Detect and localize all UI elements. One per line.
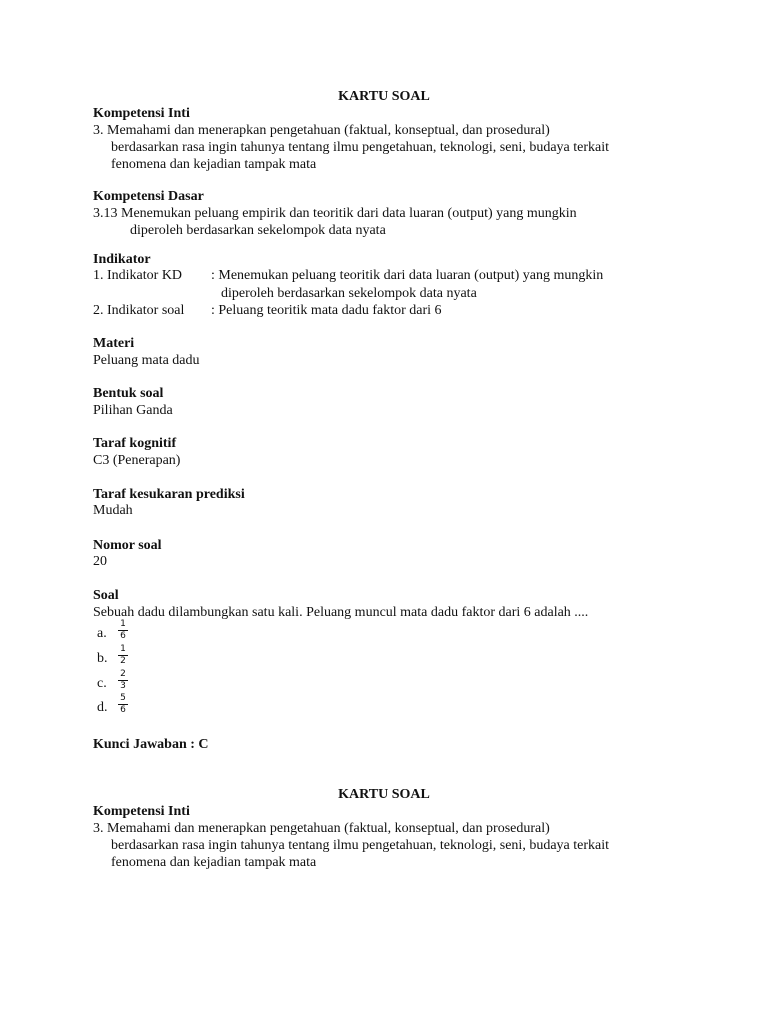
option-fraction-d	[117, 694, 129, 715]
ki-line: 3. Memahami dan menerapkan pengetahuan (faktual, konseptual, dan prosedural)	[93, 821, 550, 836]
nomor-value: 20	[93, 554, 107, 569]
nomor-heading: Nomor soal	[93, 538, 162, 553]
option-letter-a: a.	[97, 626, 107, 641]
numerator: 2	[120, 669, 126, 679]
ki-heading: Kompetensi Inti	[93, 106, 190, 121]
kd-heading: Kompetensi Dasar	[93, 189, 204, 204]
materi-heading: Materi	[93, 336, 135, 351]
ki-line: berdasarkan rasa ingin tahunya tentang ilmu pengetahuan, teknologi, seni, budaya terkait	[111, 140, 610, 155]
indikator-text: : Peluang teoritik mata dadu faktor dari 6	[211, 303, 442, 318]
option-letter-c: c.	[97, 676, 107, 691]
numerator: 5	[120, 693, 126, 703]
kognitif-value: C3 (Penerapan)	[93, 453, 181, 468]
kunci-jawaban: Kunci Jawaban : C	[93, 737, 209, 752]
denominator: 6	[120, 705, 126, 715]
indikator-label: 2. Indikator soal	[93, 303, 185, 318]
materi-value: Peluang mata dadu	[93, 353, 200, 368]
bentuk-value: Pilihan Ganda	[93, 403, 173, 418]
indikator-text-cont: diperoleh berdasarkan sekelompok data nyata	[221, 286, 477, 301]
option-fraction-c	[117, 670, 129, 691]
indikator-heading: Indikator	[93, 252, 151, 267]
denominator: 2	[120, 656, 126, 666]
option-letter-b: b.	[97, 651, 108, 666]
kesukaran-value: Mudah	[93, 503, 133, 518]
numerator: 1	[120, 644, 126, 654]
ki-heading: Kompetensi Inti	[93, 804, 190, 819]
soal-text: Sebuah dadu dilambungkan satu kali. Peluang muncul mata dadu faktor dari 6 adalah ....	[93, 605, 589, 620]
numerator: 1	[120, 619, 126, 629]
kesukaran-heading: Taraf kesukaran prediksi	[93, 487, 245, 502]
soal-heading: Soal	[93, 588, 119, 603]
bentuk-heading: Bentuk soal	[93, 386, 164, 401]
denominator: 3	[120, 681, 126, 691]
kd-line: diperoleh berdasarkan sekelompok data nyata	[130, 223, 386, 238]
kd-line: 3.13 Menemukan peluang empirik dan teoritik dari data luaran (output) yang mungkin	[93, 206, 577, 221]
ki-line: fenomena dan kejadian tampak mata	[111, 157, 317, 172]
denominator: 6	[120, 631, 126, 641]
option-fraction-a	[117, 620, 129, 641]
ki-line: berdasarkan rasa ingin tahunya tentang ilmu pengetahuan, teknologi, seni, budaya terkait	[111, 838, 610, 853]
option-fraction-b	[117, 645, 129, 666]
card-title: KARTU SOAL	[338, 89, 430, 104]
kognitif-heading: Taraf kognitif	[93, 436, 177, 451]
card-title: KARTU SOAL	[338, 787, 430, 802]
option-letter-d: d.	[97, 700, 108, 715]
ki-line: 3. Memahami dan menerapkan pengetahuan (faktual, konseptual, dan prosedural)	[93, 123, 550, 138]
ki-line: fenomena dan kejadian tampak mata	[111, 855, 317, 870]
indikator-label: 1. Indikator KD	[93, 268, 183, 283]
indikator-text: : Menemukan peluang teoritik dari data luaran (output) yang mungkin	[211, 268, 604, 283]
